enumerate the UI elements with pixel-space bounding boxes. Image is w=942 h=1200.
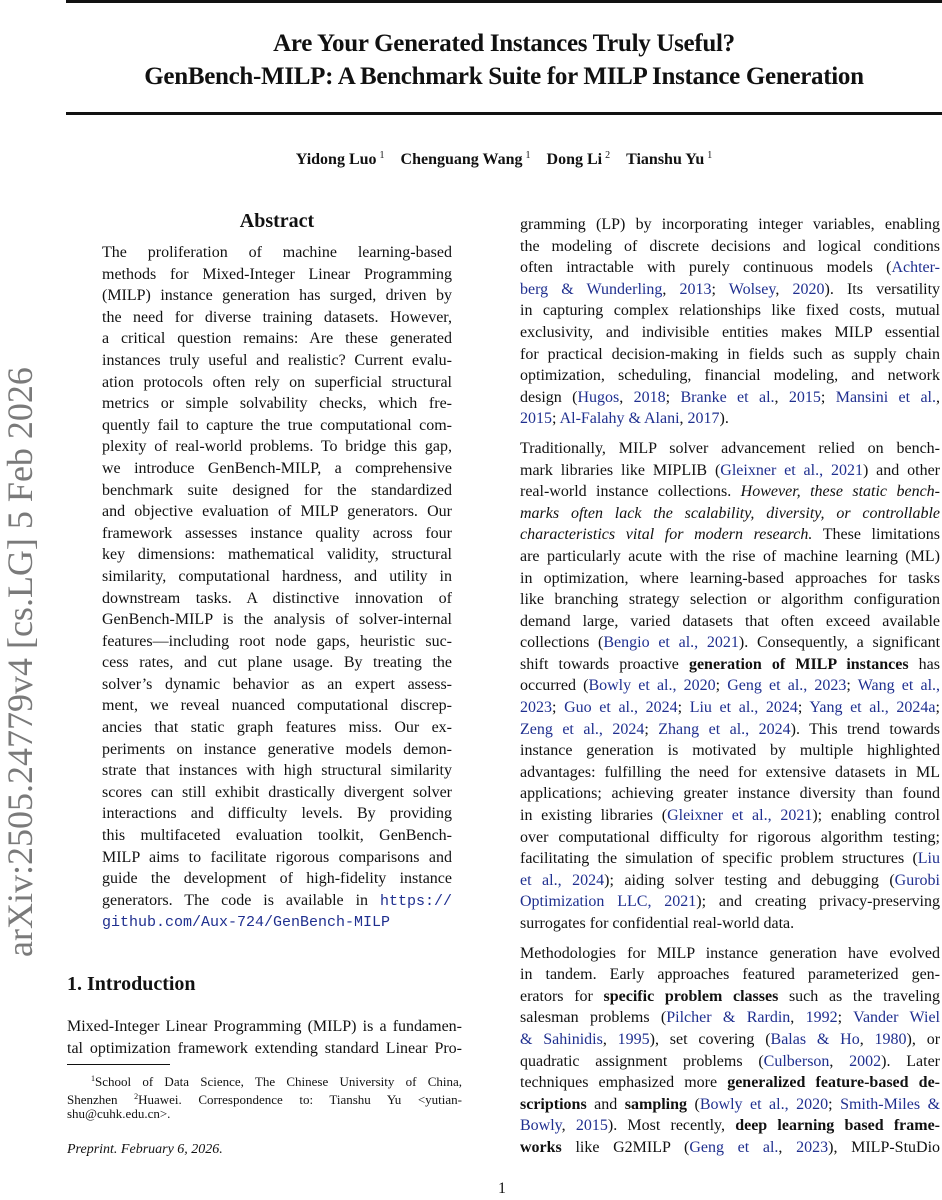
title-top-rule <box>66 0 942 3</box>
text-line: key dimensions: mathematical validity, structural <box>102 546 452 564</box>
citation-link[interactable]: Liu et al., 2024 <box>689 699 798 717</box>
preprint-date: Preprint. February 6, 2026. <box>67 1142 223 1157</box>
affiliation-footnote: $^1$School of Data Science, The Chinese University of China, Shenzhen $^2$Huawei. Correspondence to: Tianshu Yu <yutian- shu@cuhk.edu.cn>. <box>67 1074 462 1121</box>
text-line: we introduce GenBench-MILP, a comprehensive <box>102 459 452 477</box>
citation-link[interactable]: Zhang et al., 2024 <box>658 720 791 738</box>
citation-link[interactable]: Smith-Miles & <box>840 1095 941 1113</box>
text-line: periments on instance generative models demon- <box>102 740 452 758</box>
text-line: this multifaceted evaluation toolkit, GenBench- <box>102 827 452 845</box>
paper-title-line-1: Are Your Generated Instances Truly Useful? <box>273 30 735 57</box>
text-line: The proliferation of machine learning-based <box>102 244 452 261</box>
citation-link[interactable]: 2015 <box>520 410 552 428</box>
text-line: the need for diverse training datasets. However, <box>102 308 452 326</box>
code-url-link[interactable]: github.com/Aux-724/GenBench-MILP <box>102 914 391 932</box>
author: Chenguang Wang $^1$ <box>400 150 531 168</box>
text-line: ment, we reveal nuanced computational discrep- <box>102 697 452 715</box>
text-line: ancies that static graph features miss. Our ex- <box>102 719 452 737</box>
citation-link[interactable]: Al-Falahy & Alani <box>559 410 680 428</box>
citation-link[interactable]: et al., 2024 <box>520 871 605 889</box>
footnote-rule <box>67 1064 170 1065</box>
text-line: a critical question remains: Are these generated <box>102 330 452 348</box>
citation-link[interactable]: 2015 <box>575 1117 608 1135</box>
citation-link[interactable]: Culberson <box>763 1052 830 1070</box>
text-line: Mixed-Integer Linear Programming (MILP) is a fundamen- <box>67 1018 462 1035</box>
citation-link[interactable]: Bengio et al., 2021 <box>603 634 739 652</box>
text-line: GenBench-MILP is the analysis of solver-internal <box>102 611 452 629</box>
citation-link[interactable]: berg & Wunderling <box>520 280 663 298</box>
citation-link[interactable]: Wang et al., <box>857 677 941 695</box>
citation-link[interactable]: Gleixner et al., 2021 <box>720 461 863 479</box>
citation-link[interactable]: Gleixner et al., 2021 <box>667 807 813 825</box>
citation-link[interactable]: 1995 <box>617 1030 650 1048</box>
citation-link[interactable]: 2020 <box>792 280 825 298</box>
text-line: (MILP) instance generation has surged, driven by <box>102 287 452 305</box>
author-list <box>66 150 942 169</box>
citation-link[interactable]: Wolsey <box>728 280 776 298</box>
citation-link[interactable]: Bowly <box>520 1117 562 1135</box>
abstract-heading: Abstract <box>239 210 315 232</box>
text-line: cess rates, and cut plane usage. By treating the <box>102 654 452 672</box>
citation-link[interactable]: & Sahinidis <box>520 1030 603 1048</box>
text-line: MILP aims to facilitate rigorous comparisons and <box>102 848 452 866</box>
text-line: plexity of real-world problems. To bridge this gap, <box>102 438 452 456</box>
author: Tianshu Yu $^1$ <box>626 150 713 168</box>
text-line: tal optimization framework extending standard Linear Pro- <box>67 1039 462 1057</box>
text-line: instances truly useful and realistic? Current evalu- <box>102 351 452 369</box>
text-line: scores can still exhibit drastically divergent solver <box>102 783 452 801</box>
citation-link[interactable]: Mansini et al. <box>835 388 937 406</box>
text-line: quently fail to capture the true computational com- <box>102 416 452 434</box>
citation-link[interactable]: Geng et al. <box>689 1138 779 1156</box>
introduction-body-right-column: gramming (LP) by incorporating integer variables, enabling the modeling of discrete decisions and logical conditions often intractable with purely continuous models (Achter- berg & Wunderling, 2013; Wolsey, 2020). Its versatility in capturing complex relationships like fixed costs, mutual exclusivity, and indivisible entities makes MILP essential for practical decision-making in fields such as supply chain optimization, scheduling, financial modeling, and network design (Hugos, 2018; Branke et al., 2015; Mansini et al., 2015; Al-Falahy & Alani, 2017). Traditionally, MILP solver advancement relied on bench- mark libraries like MIPLIB (Gleixner et al., 2021) and other real-world instance collections. However, these static bench- marks often lack the scalability, diversity, or controllable characteristics vital for modern research. These limitations are particularly acute with the rise of machine learning (ML) in optimization, where learning-based approaches for tasks like branching strategy selection or algorithm configuration demand large, varied datasets that often exceed available collections (Bengio et al., 2021). Consequently, a significant shift towards proactive generation of MILP instances has occurred (Bowly et al., 2020; Geng et al., 2023; Wang et al., 2023; Guo et al., 2024; Liu et al., 2024; Yang et al., 2024a; Zeng et al., 2024; Zhang et al., 2024). This trend towards instance generation is motivated by multiple highlighted advantages: fulfilling the need for extensive datasets in ML applications; achieving greater instance diversity than found in existing libraries (Gleixner et al., 2021); enabling control over computational difficulty for rigorous algorithm testing; facilitating the simulation of specific problem structures (Liu et al., 2024); aiding solver testing and debugging (Gurobi Optimization LLC, 2021); and creating privacy-preserving surrogates for confidential real-world data. Methodologies for MILP instance generation have evolved in tandem. Early approaches featured parameterized gen- erators for specific problem classes such as the traveling salesman problems (Pilcher & Rardin, 1992; Vander Wiel & Sahinidis, 1995), set covering (Balas & Ho, 1980), or quadratic assignment problems (Culberson, 2002). Later techniques emphasized more generalized feature-based de- scriptions and sampling (Bowly et al., 2020; Smith-Miles & Bowly, 2015). Most recently, deep learning based frame- works like G2MILP (Geng et al., 2023), MILP-StuDio <box>520 216 941 1156</box>
author: Yidong Luo $^1$ <box>295 150 385 168</box>
citation-link[interactable]: Liu <box>917 850 940 868</box>
abstract-body <box>102 242 452 933</box>
text-line: framework assesses instance quality across four <box>102 524 452 542</box>
citation-link[interactable]: Pilcher & Rardin <box>666 1009 791 1027</box>
citation-link[interactable]: Balas & Ho <box>770 1030 860 1048</box>
citation-link[interactable]: Vander Wiel <box>853 1009 940 1027</box>
section-heading-introduction: 1. Introduction <box>67 973 196 995</box>
citation-link[interactable]: Yang et al., 2024a <box>809 699 936 717</box>
text-line: methods for Mixed-Integer Linear Programming <box>102 265 452 283</box>
citation-link[interactable]: 2015 <box>788 388 821 406</box>
citation-link[interactable]: Branke et al. <box>680 388 775 406</box>
text-line: downstream tasks. A distinctive innovation of <box>102 589 452 607</box>
text-line: benchmark suite designed for the standardized <box>102 481 452 499</box>
citation-link[interactable]: Hugos <box>577 388 620 406</box>
page-number: 1 <box>498 1180 506 1197</box>
citation-link[interactable]: 2017 <box>687 410 720 428</box>
text-line: strate that instances with high structural similarity <box>102 762 452 780</box>
citation-link[interactable]: Guo et al., 2024 <box>564 699 678 717</box>
citation-link[interactable]: Bowly et al., 2020 <box>588 677 716 695</box>
text-line: and objective evaluation of MILP generators. Our <box>102 503 452 521</box>
text-line: features—including root node gaps, heuristic suc- <box>102 632 452 650</box>
citation-link[interactable]: 1992 <box>805 1009 838 1027</box>
text-line: solver’s dynamic behavior as an expert assess- <box>102 675 452 693</box>
text-line: similarity, computational hardness, and utility in <box>102 567 452 585</box>
citation-link[interactable]: 1980 <box>874 1030 907 1048</box>
code-url-link[interactable]: https:// <box>379 892 452 910</box>
citation-link[interactable]: 2023 <box>796 1138 829 1156</box>
citation-link[interactable]: 2013 <box>679 280 712 298</box>
citation-link[interactable]: Achter- <box>891 259 940 277</box>
text-line: ation protocols often rely on superficial structural <box>102 373 452 391</box>
arxiv-identifier-stamp: arXiv:2505.24779v4 [cs.LG] 5 Feb 2026 <box>0 367 40 957</box>
citation-link[interactable]: 2023 <box>520 699 552 717</box>
text-line: guide the development of high-fidelity instance <box>102 870 452 888</box>
citation-link[interactable]: 2018 <box>633 388 666 406</box>
paper-title-line-2: GenBench-MILP: A Benchmark Suite for MILP Instance Generation <box>144 63 864 90</box>
citation-link[interactable]: Geng et al., 2023 <box>727 677 847 695</box>
citation-link[interactable]: Zeng et al., 2024 <box>520 720 645 738</box>
introduction-body <box>67 1016 462 1059</box>
citation-link[interactable]: Optimization LLC, 2021 <box>520 893 697 911</box>
text-line: generators. The code is available in <box>102 891 380 909</box>
citation-link[interactable]: Bowly et al., 2020 <box>699 1095 829 1113</box>
text-line: metrics or simple solvability checks, which fre- <box>102 395 452 413</box>
author: Dong Li $^2$ <box>546 150 611 168</box>
text-line: interactions and difficulty levels. By providing <box>102 805 452 823</box>
citation-link[interactable]: 2002 <box>849 1052 882 1070</box>
title-bottom-rule <box>66 112 942 115</box>
citation-link[interactable]: Gurobi <box>894 871 940 889</box>
